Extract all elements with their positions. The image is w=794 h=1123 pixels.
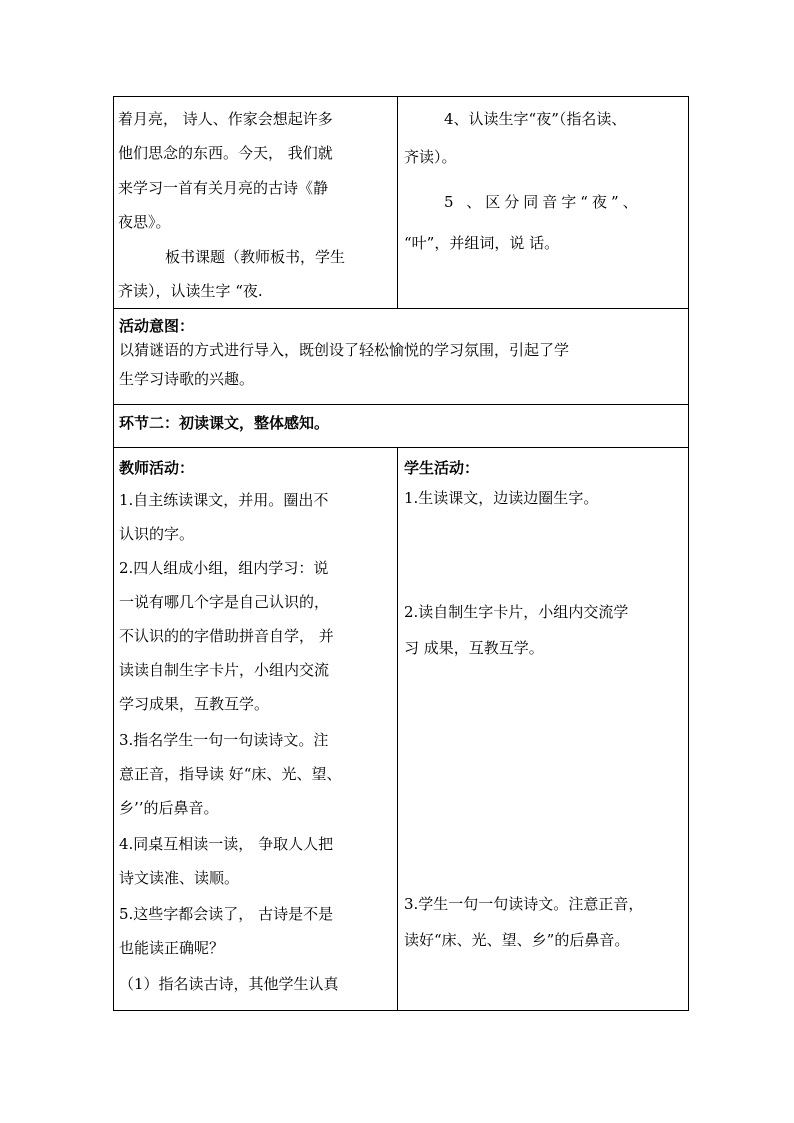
teacher-activity-line: 5.这些字都会读了， 古诗是不是	[119, 905, 334, 923]
student-activity-line: 习 成果，互教互学。	[404, 639, 544, 657]
paragraph-line: 他们思念的东西。今天， 我们就	[118, 144, 333, 162]
student-activity-label: 学生活动：	[404, 459, 480, 477]
row1-right-cell	[398, 97, 689, 308]
teacher-activity-cell	[114, 448, 397, 1011]
teacher-activity-line: 2.四人组成小组，组内学习：说	[119, 559, 329, 577]
paragraph-line: 齐读），认读生字 “夜.	[118, 282, 263, 300]
teacher-activity-line: 也能读正确呢？	[119, 939, 225, 957]
student-activity-line: 2.读自制生字卡片，小组内交流学	[404, 603, 629, 621]
teacher-activity-line: 1.自主练读课文，并用。圈出不	[119, 491, 329, 509]
student-activity-cell	[398, 448, 689, 1011]
paragraph-line: 齐读）。	[404, 148, 457, 166]
row1-left-cell	[114, 97, 397, 308]
teacher-activity-line: 意正音，指导读 好“床、光、望、	[119, 765, 342, 783]
student-activity-line: 1.生读课文，边读边圈生字。	[404, 489, 599, 507]
teacher-activity-line: 一说有哪几个字是自己认识的，	[119, 593, 330, 611]
paragraph-line: 着月亮， 诗人、作家会想起许多	[118, 110, 333, 128]
teacher-activity-label: 教师活动：	[119, 459, 195, 477]
teacher-activity-line: 不认识的的字借助拼音自学， 并	[119, 627, 334, 645]
student-activity-line: 读好“床、光、望、乡”的后鼻音。	[404, 931, 630, 949]
section-2-cell	[114, 405, 688, 447]
teacher-activity-line: （1）指名读古诗，其他学生认真	[119, 975, 339, 993]
activity-intent-text: 以猜谜语的方式进行导入，既创设了轻松愉悦的学习氛围，引起了学	[119, 341, 570, 359]
paragraph-line: 4、认读生字“夜”（指名读、	[444, 110, 627, 128]
paragraph-line: 来学习一首有关月亮的古诗《静	[118, 179, 329, 197]
paragraph-line: 5 、区分同音字“夜”、	[444, 193, 642, 211]
paragraph-line: “叶”，并组词，说 话。	[404, 234, 560, 252]
activity-intent-label: 活动意图：	[119, 317, 195, 335]
paragraph-line: 夜思》。	[118, 213, 171, 231]
paragraph-line: 板书课题（教师板书，学生	[165, 248, 346, 266]
teacher-activity-line: 4.同桌互相读一读， 争取人人把	[119, 835, 334, 853]
student-activity-line: 3.学生一句一句读诗文。注意正音，	[404, 895, 644, 913]
teacher-activity-line: 3.指名学生一句一句读诗文。注	[119, 731, 329, 749]
teacher-activity-line: 乡’’的后鼻音。	[119, 799, 219, 817]
lesson-plan-table	[113, 96, 689, 1011]
teacher-activity-line: 认识的字。	[119, 525, 195, 543]
section-2-title: 环节二：初读课文，整体感知。	[119, 414, 330, 432]
activity-intent-text: 生学习诗歌的兴趣。	[119, 370, 255, 388]
teacher-activity-line: 学习成果，互教互学。	[119, 695, 270, 713]
teacher-activity-line: 诗文读准、读顺。	[119, 869, 240, 887]
teacher-activity-line: 读读自制生字卡片，小组内交流	[119, 661, 330, 679]
activity-intent-cell	[114, 309, 688, 404]
